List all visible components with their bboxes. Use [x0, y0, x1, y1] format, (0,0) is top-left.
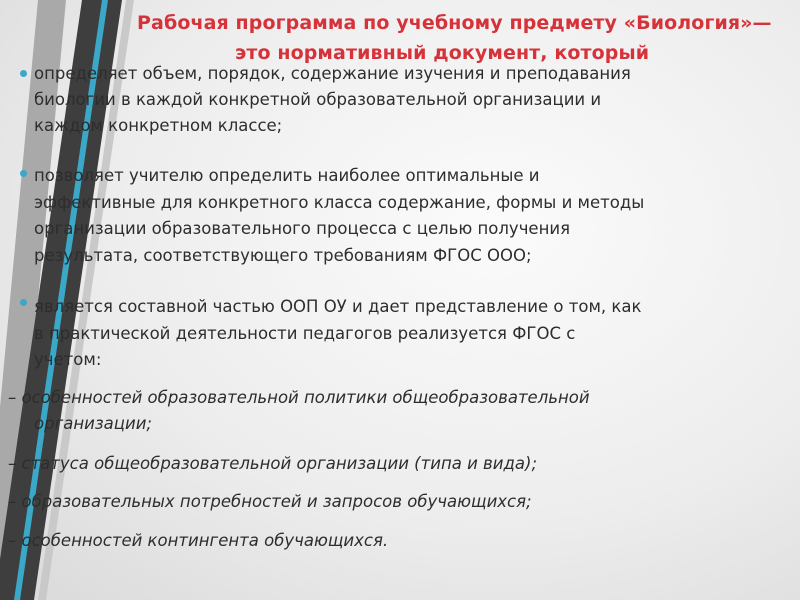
bullet-1-line-3: каждом конкретном классе; [34, 116, 283, 135]
bullet-2-line-1: позволяет учителю определить наиболее оптимальные и [34, 166, 540, 185]
bullet-1-line-1: определяет объем, порядок, содержание изучения и преподавания [34, 64, 631, 83]
bullet-3-line-1: является составной частью ООП ОУ и дает представление о том, как [34, 297, 642, 316]
bullet-marker-3 [20, 299, 27, 306]
dash-item-4: – особенностей контингента обучающихся. [8, 531, 389, 550]
dash-item-1-line-2: организации; [34, 414, 152, 433]
bullet-1-line-2: биологии в каждой конкретной образовательной организации и [34, 90, 602, 109]
bullet-2-line-3: организации образовательного процесса с целью получения [34, 219, 571, 238]
bullet-marker-1 [20, 70, 27, 77]
title-line-1: Рабочая программа по учебному предмету «Биология»— [137, 12, 772, 34]
bullet-2-line-2: эффективные для конкретного класса содержание, формы и методы [34, 193, 645, 212]
dash-item-1-line-1: – особенностей образовательной политики общеобразовательной [8, 388, 590, 407]
bullet-2-line-4: результата, соответствующего требованиям ФГОС ООО; [34, 246, 532, 265]
dash-item-3: – образовательных потребностей и запросов обучающихся; [8, 492, 532, 511]
bullet-3-line-3: учетом: [34, 350, 102, 369]
title-line-2: это нормативный документ, который [235, 42, 650, 64]
dash-item-2: – статуса общеобразовательной организации (типа и вида); [8, 454, 538, 473]
bullet-marker-2 [20, 170, 27, 177]
bullet-3-line-2: в практической деятельности педагогов реализуется ФГОС с [34, 324, 576, 343]
